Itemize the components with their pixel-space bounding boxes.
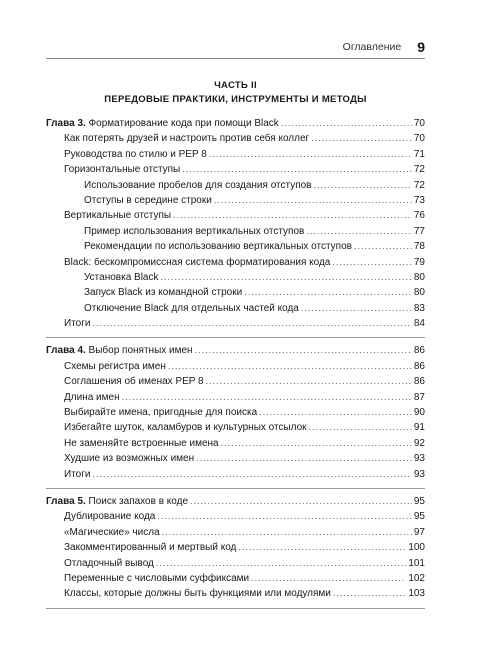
entry-title: Установка Black — [84, 271, 159, 283]
page-ref: 92 — [413, 437, 425, 449]
entry-title: Как потерять друзей и настроить против себя коллег — [64, 133, 310, 145]
dot-leader — [281, 116, 412, 131]
table-of-contents — [46, 116, 425, 614]
toc-section-entry[interactable] — [46, 467, 425, 482]
toc-section-entry[interactable] — [46, 420, 425, 435]
dot-leader — [301, 301, 412, 316]
page-ref: 76 — [413, 210, 425, 222]
dot-leader — [251, 571, 406, 586]
dot-leader — [206, 374, 412, 389]
toc-chapter-entry[interactable] — [46, 116, 425, 131]
toc-section-entry[interactable] — [46, 451, 425, 466]
dot-leader — [259, 405, 412, 420]
toc-subsection-entry[interactable] — [46, 224, 425, 239]
toc-chapter-entry[interactable] — [46, 343, 425, 358]
dot-leader — [306, 224, 412, 239]
chapter-label: Глава 4. — [46, 345, 86, 357]
page-ref: 100 — [408, 542, 425, 554]
entry-title: Пример использования вертикальных отступов — [84, 225, 305, 237]
entry-title: Длина имен — [64, 391, 120, 403]
dot-leader — [182, 162, 412, 177]
toc-subsection-entry[interactable] — [46, 193, 425, 208]
page-ref: 72 — [413, 179, 425, 191]
chapter-name: Выбор понятных имен — [85, 345, 193, 357]
entry-title: Black: бескомпромиссная система форматирования кода — [64, 256, 331, 268]
toc-section-entry[interactable] — [46, 316, 425, 331]
chapter-name: Форматирование кода при помощи Black — [85, 118, 279, 129]
entry-title: Переменные с числовыми суффиксами — [64, 572, 250, 584]
page-ref: 84 — [413, 318, 425, 330]
dot-leader — [190, 494, 412, 509]
entry-title: Выбирайте имена, пригодные для поиска — [64, 407, 258, 419]
dot-leader — [354, 239, 412, 254]
page-ref: 91 — [413, 422, 425, 434]
entry-title: Использование пробелов для создания отступов — [84, 179, 312, 191]
dot-leader — [221, 436, 412, 451]
toc-section-entry[interactable] — [46, 525, 425, 540]
toc-section-entry[interactable] — [46, 405, 425, 420]
toc-section-entry[interactable] — [46, 556, 425, 571]
page-ref: 73 — [413, 194, 425, 206]
page-number: 9 — [417, 39, 425, 55]
dot-leader — [156, 556, 406, 571]
chapter-block — [46, 343, 425, 489]
dot-leader — [168, 359, 412, 374]
entry-title: Итоги — [64, 318, 91, 330]
page-ref: 70 — [413, 133, 425, 145]
chapter-block — [46, 116, 425, 338]
page-ref: 77 — [413, 225, 425, 237]
entry-title: Отладочный вывод — [64, 557, 154, 569]
page-ref: 83 — [413, 302, 425, 314]
toc-section-entry[interactable] — [46, 208, 425, 223]
entry-title: Схемы регистра имен — [64, 360, 166, 372]
toc-section-entry[interactable] — [46, 359, 425, 374]
dot-leader — [161, 270, 412, 285]
dot-leader — [314, 178, 412, 193]
toc-subsection-entry[interactable] — [46, 239, 425, 254]
toc-section-entry[interactable] — [46, 374, 425, 389]
page-ref: 86 — [413, 360, 425, 372]
part-title: ПЕРЕДОВЫЕ ПРАКТИКИ, ИНСТРУМЕНТЫ И МЕТОДЫ — [104, 94, 367, 105]
chapter-label: Глава 5. — [46, 495, 86, 507]
page-ref: 86 — [413, 345, 425, 357]
chapter-name: Поиск запахов в коде — [85, 495, 189, 507]
dot-leader — [309, 420, 412, 435]
toc-section-entry[interactable] — [46, 436, 425, 451]
section-name: Оглавление — [342, 41, 402, 53]
toc-section-entry[interactable] — [46, 147, 425, 162]
dot-leader — [238, 540, 406, 555]
toc-section-entry[interactable] — [46, 571, 425, 586]
entry-title: «Магические» числа — [64, 526, 160, 538]
dot-leader — [244, 285, 412, 300]
page-ref: 80 — [413, 271, 425, 283]
page-ref: 103 — [408, 588, 425, 600]
dot-leader — [209, 147, 412, 162]
entry-title: Итоги — [64, 468, 91, 480]
entry-title: Закомментированный и мертвый код — [64, 542, 237, 554]
page-ref: 72 — [413, 164, 425, 176]
chapter-title — [46, 343, 193, 358]
page-ref: 78 — [413, 241, 425, 253]
entry-title: Рекомендации по использованию вертикальных отступов — [84, 241, 352, 253]
dot-leader — [157, 509, 412, 524]
dot-leader — [92, 467, 411, 482]
toc-section-entry[interactable] — [46, 586, 425, 601]
page-ref: 71 — [413, 148, 425, 160]
toc-subsection-entry[interactable] — [46, 270, 425, 285]
entry-title: Не заменяйте встроенные имена — [64, 437, 219, 449]
page-ref: 97 — [413, 526, 425, 538]
entry-title: Дублирование кода — [64, 511, 156, 523]
toc-subsection-entry[interactable] — [46, 301, 425, 316]
chapter-block — [46, 494, 425, 609]
entry-title: Горизонтальные отступы — [64, 164, 181, 176]
page-ref: 86 — [413, 376, 425, 388]
entry-title: Соглашения об именах PEP 8 — [64, 376, 204, 388]
toc-section-entry[interactable] — [46, 390, 425, 405]
part-heading — [46, 79, 425, 107]
entry-title: Вертикальные отступы — [64, 210, 172, 222]
page-ref: 70 — [413, 118, 425, 129]
dot-leader — [92, 316, 411, 331]
running-header — [46, 36, 425, 59]
dot-leader — [122, 390, 412, 405]
entry-title: Запуск Black из командной строки — [84, 287, 243, 299]
toc-section-entry[interactable] — [46, 540, 425, 555]
dot-leader — [195, 343, 412, 358]
page-ref: 93 — [413, 468, 425, 480]
toc-subsection-entry[interactable] — [46, 285, 425, 300]
dot-leader — [173, 208, 412, 223]
toc-section-entry[interactable] — [46, 255, 425, 270]
page-ref: 101 — [408, 557, 425, 569]
entry-title: Отключение Black для отдельных частей кода — [84, 302, 299, 314]
page-ref: 95 — [413, 495, 425, 507]
entry-title: Руководства по стилю и PEP 8 — [64, 148, 207, 160]
entry-title: Классы, которые должны быть функциями или модулями — [64, 588, 331, 600]
entry-title: Отступы в середине строки — [84, 194, 212, 206]
page-ref: 90 — [413, 407, 425, 419]
page-ref: 79 — [413, 256, 425, 268]
chapter-title — [46, 116, 279, 131]
dot-leader — [214, 193, 412, 208]
entry-title: Избегайте шуток, каламбуров и культурных отсылок — [64, 422, 307, 434]
part-number: ЧАСТЬ II — [214, 80, 257, 91]
chapter-title — [46, 494, 188, 509]
toc-section-entry[interactable] — [46, 131, 425, 146]
toc-section-entry[interactable] — [46, 509, 425, 524]
page-ref: 87 — [413, 391, 425, 403]
toc-chapter-entry[interactable] — [46, 494, 425, 509]
dot-leader — [196, 451, 412, 466]
dot-leader — [311, 131, 412, 146]
page-ref: 102 — [408, 572, 425, 584]
dot-leader — [332, 255, 412, 270]
page-ref: 80 — [413, 287, 425, 299]
page-ref: 95 — [413, 511, 425, 523]
entry-title: Худшие из возможных имен — [64, 453, 195, 465]
dot-leader — [162, 525, 412, 540]
toc-section-entry[interactable] — [46, 162, 425, 177]
toc-subsection-entry[interactable] — [46, 178, 425, 193]
dot-leader — [333, 586, 406, 601]
page-ref: 93 — [413, 453, 425, 465]
chapter-label: Глава 3. — [46, 118, 86, 129]
